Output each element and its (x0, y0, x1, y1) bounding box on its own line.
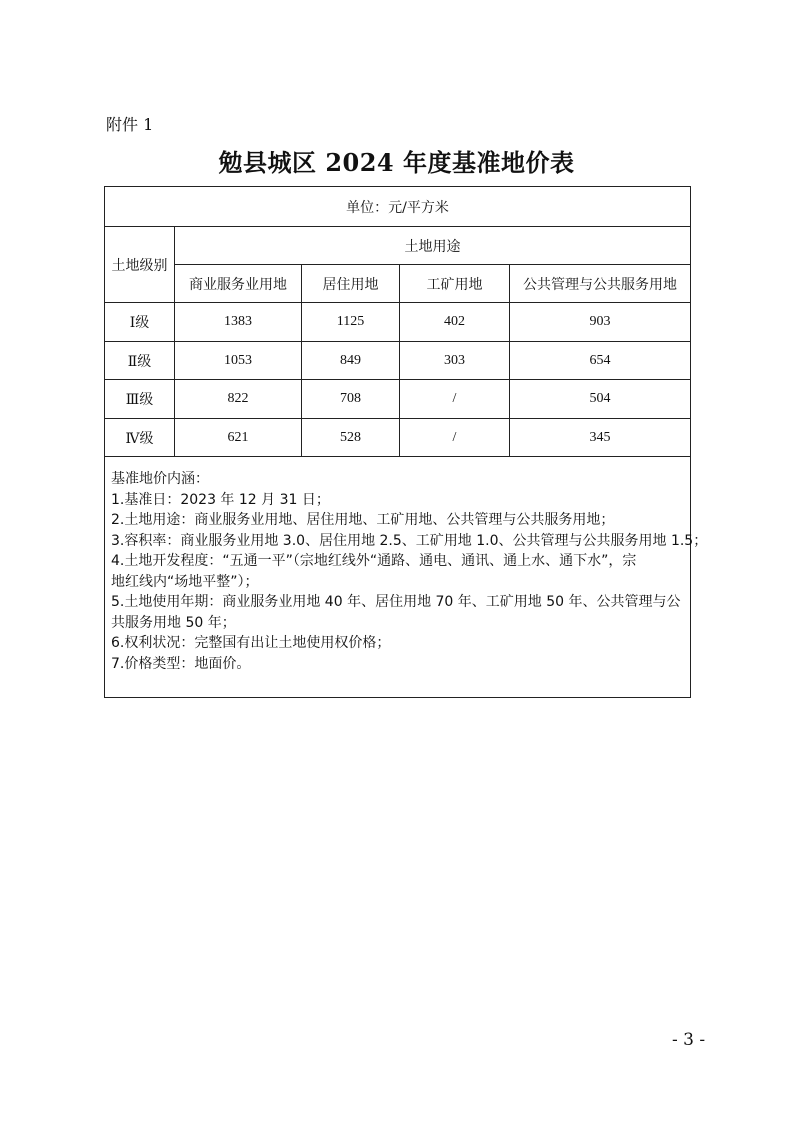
note-line: 5.土地使用年期：商业服务业用地 40 年、居住用地 70 年、工矿用地 50 年、公共管理与公 (111, 594, 681, 610)
grade-cell: Ⅰ级 (105, 303, 175, 342)
grade-cell: Ⅱ级 (105, 342, 175, 380)
note-line: 7.价格类型：地面价。 (111, 655, 251, 672)
grade-header: 土地级别 (105, 227, 175, 303)
note-line: 1.基准日：2023 年 12 月 31 日； (111, 491, 330, 508)
value-cell: 708 (302, 380, 400, 419)
value-cell: 849 (302, 342, 400, 380)
grade-cell: Ⅳ级 (105, 419, 175, 457)
note-line: 4.土地开发程度：“五通一平”（宗地红线外“通路、通电、通讯、通上水、通下水”，宗 (111, 553, 637, 569)
value-cell: 822 (175, 380, 302, 419)
value-cell: 1383 (175, 303, 302, 342)
value-cell: 402 (400, 303, 510, 342)
table-row (105, 303, 691, 342)
value-cell: 654 (510, 342, 691, 380)
value-cell: 903 (510, 303, 691, 342)
document-title: 勉县城区 2024 年度基准地价表 (218, 148, 575, 177)
notes-cell (105, 457, 708, 698)
table-row (105, 419, 691, 457)
note-line: 3.容积率：商业服务业用地 3.0、居住用地 2.5、工矿用地 1.0、公共管理与公共服务用地 1.5； (111, 532, 708, 549)
value-cell: / (400, 419, 510, 457)
value-cell: 345 (510, 419, 691, 457)
grade-cell: Ⅲ级 (105, 380, 175, 419)
page-number: - 3 - (672, 1030, 706, 1050)
column-header: 商业服务业用地 (175, 265, 302, 303)
value-cell: 1053 (175, 342, 302, 380)
value-cell: 504 (510, 380, 691, 419)
attachment-label: 附件 1 (106, 115, 154, 134)
table-row (105, 342, 691, 380)
value-cell: 621 (175, 419, 302, 457)
unit-label: 单位：元/平方米 (105, 187, 691, 227)
column-header: 工矿用地 (400, 265, 510, 303)
column-header: 公共管理与公共服务用地 (510, 265, 691, 303)
note-line: 地红线内“场地平整”）； (111, 573, 259, 590)
land-price-table (104, 186, 708, 698)
use-header: 土地用途 (175, 227, 691, 265)
value-cell: / (400, 380, 510, 419)
value-cell: 303 (400, 342, 510, 380)
note-line: 6.权利状况：完整国有出让土地使用权价格； (111, 635, 391, 651)
column-header: 居住用地 (302, 265, 400, 303)
note-line: 2.土地用途：商业服务业用地、居住用地、工矿用地、公共管理与公共服务用地； (111, 512, 615, 528)
note-line: 共服务用地 50 年； (111, 614, 236, 631)
value-cell: 528 (302, 419, 400, 457)
value-cell: 1125 (302, 303, 400, 342)
table-row (105, 380, 691, 419)
notes-heading: 基准地价内涵： (111, 471, 209, 487)
